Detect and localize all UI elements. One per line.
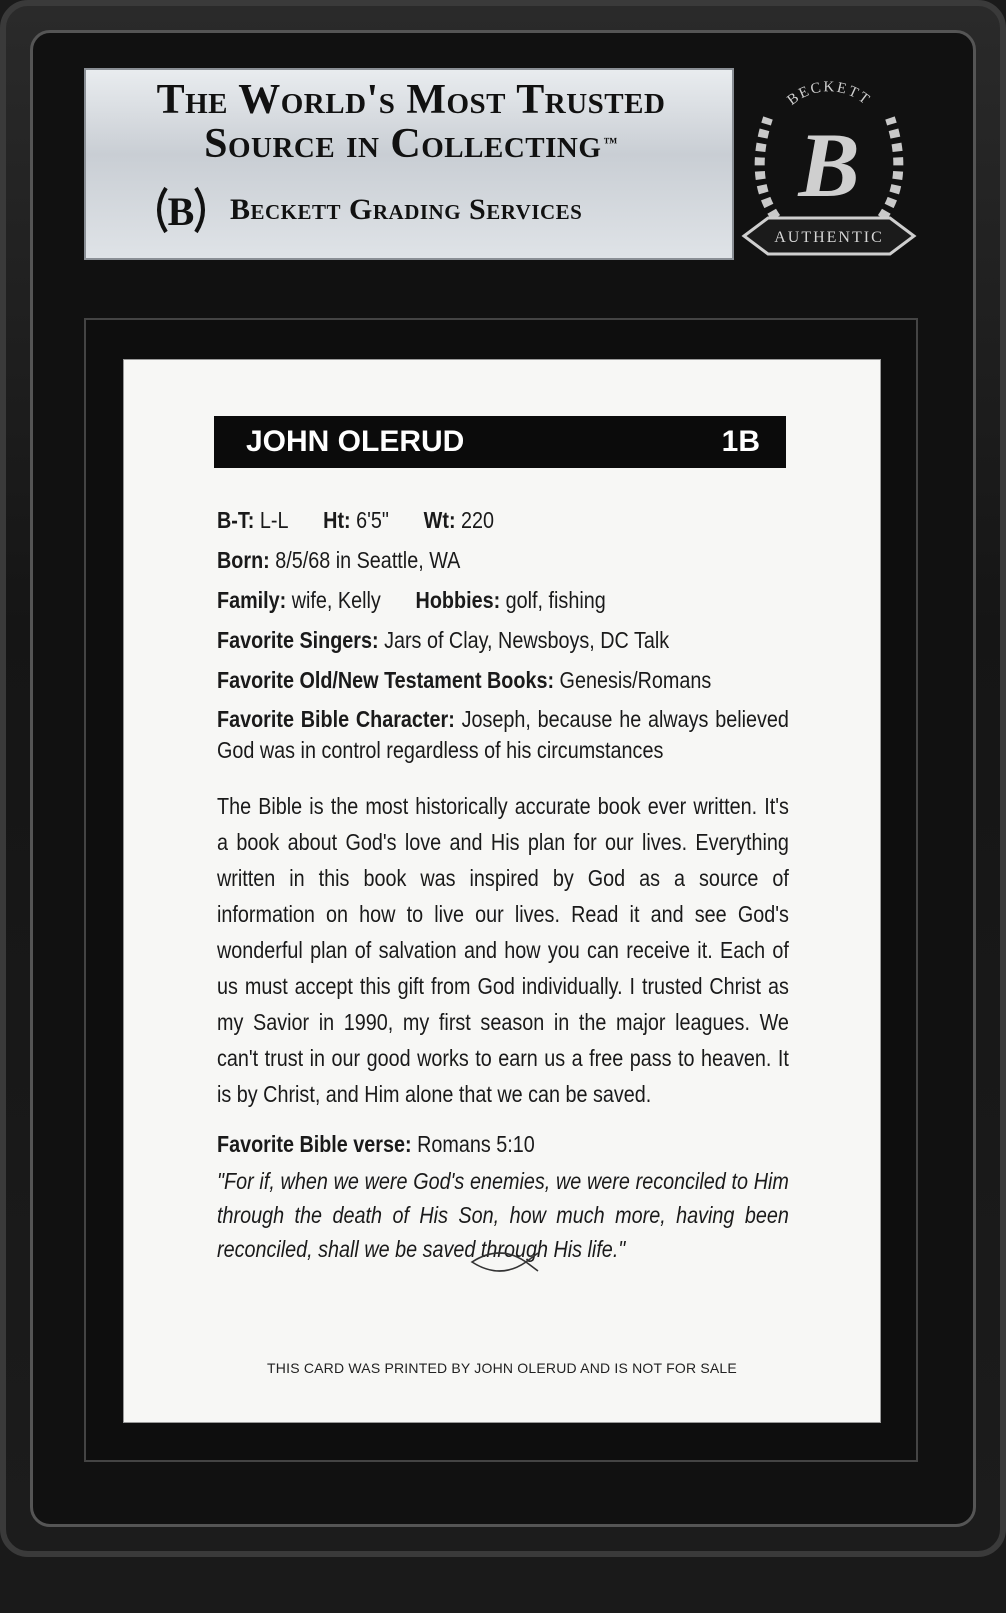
born-label: Born:: [217, 547, 270, 573]
trademark-symbol: ™: [603, 136, 618, 151]
svg-text:BECKETT: BECKETT: [784, 79, 874, 109]
hobbies-label: Hobbies:: [415, 587, 501, 613]
verse-label: Favorite Bible verse:: [217, 1131, 412, 1157]
trading-card-back: [124, 360, 880, 1422]
svg-text:B: B: [167, 189, 195, 234]
character-label: Favorite Bible Character:: [217, 706, 455, 732]
verse-heading: [217, 1124, 709, 1164]
family-hobbies-line: [217, 580, 709, 620]
family-label: Family:: [217, 587, 287, 613]
bgs-logo-icon: [150, 182, 212, 238]
player-position: 1B: [721, 425, 760, 458]
bt-label: B-T:: [217, 507, 255, 533]
stats-line: [217, 500, 709, 540]
books-value: Genesis/Romans: [559, 667, 712, 693]
svg-text:AUTHENTIC: AUTHENTIC: [774, 229, 884, 246]
family-value: wife, Kelly: [291, 587, 381, 613]
grading-label: [84, 68, 734, 260]
card-header-bar: [214, 416, 786, 468]
singers-value: Jars of Clay, Newsboys, DC Talk: [384, 627, 670, 653]
singers-line: [217, 620, 709, 660]
character-paragraph: [217, 704, 789, 766]
label-tagline: [86, 78, 736, 166]
card-footer-note: THIS CARD WAS PRINTED BY JOHN OLERUD AND IS NOT FOR SALE: [267, 1360, 737, 1376]
weight-value: 220: [461, 507, 495, 533]
singers-label: Favorite Singers:: [217, 627, 379, 653]
company-row: [150, 180, 582, 240]
company-name: Beckett Grading Services: [230, 193, 583, 226]
born-line: [217, 540, 709, 580]
weight-label: Wt:: [423, 507, 456, 533]
ichthys-fish-icon: [470, 1250, 540, 1274]
card-details: [217, 500, 789, 1266]
books-label: Favorite Old/New Testament Books:: [217, 667, 555, 693]
verse-text: "For if, when we were God's enemies, we were reconciled to Him through the death of His Son, how much more, having been reconciled, shall we be saved through His life.": [217, 1168, 789, 1262]
character-value: Joseph, because he always believed God was in control regardless of his circumstances: [217, 706, 789, 763]
hobbies-value: golf, fishing: [505, 587, 606, 613]
verse-reference: Romans 5:10: [417, 1131, 535, 1157]
height-label: Ht:: [323, 507, 351, 533]
tagline-line-1: The World's Most Trusted: [156, 77, 666, 123]
player-name: JOHN OLERUD: [246, 425, 465, 458]
books-line: [217, 660, 712, 700]
tagline-line-2: Source in Collecting: [204, 121, 602, 167]
height-value: 6'5": [356, 507, 389, 533]
beckett-authentic-seal-icon: [738, 68, 920, 260]
svg-text:B: B: [798, 114, 860, 216]
bt-value: L-L: [259, 507, 289, 533]
born-value: 8/5/68 in Seattle, WA: [275, 547, 461, 573]
testimony-paragraph: The Bible is the most historically accurate book ever written. It's a book about God's love and His plan for our lives. Everything written in this book was inspired by God as a source of information on how to live our lives. Read it and see God's wonderful plan of salvation and how you can receive it. Each of us must accept this gift from God individually. I trusted Christ as my Savior in 1990, my first season in the major leagues. We can't trust in our good works to earn us a free pass to heaven. It is by Christ, and Him alone that we can be saved.: [217, 793, 789, 1107]
